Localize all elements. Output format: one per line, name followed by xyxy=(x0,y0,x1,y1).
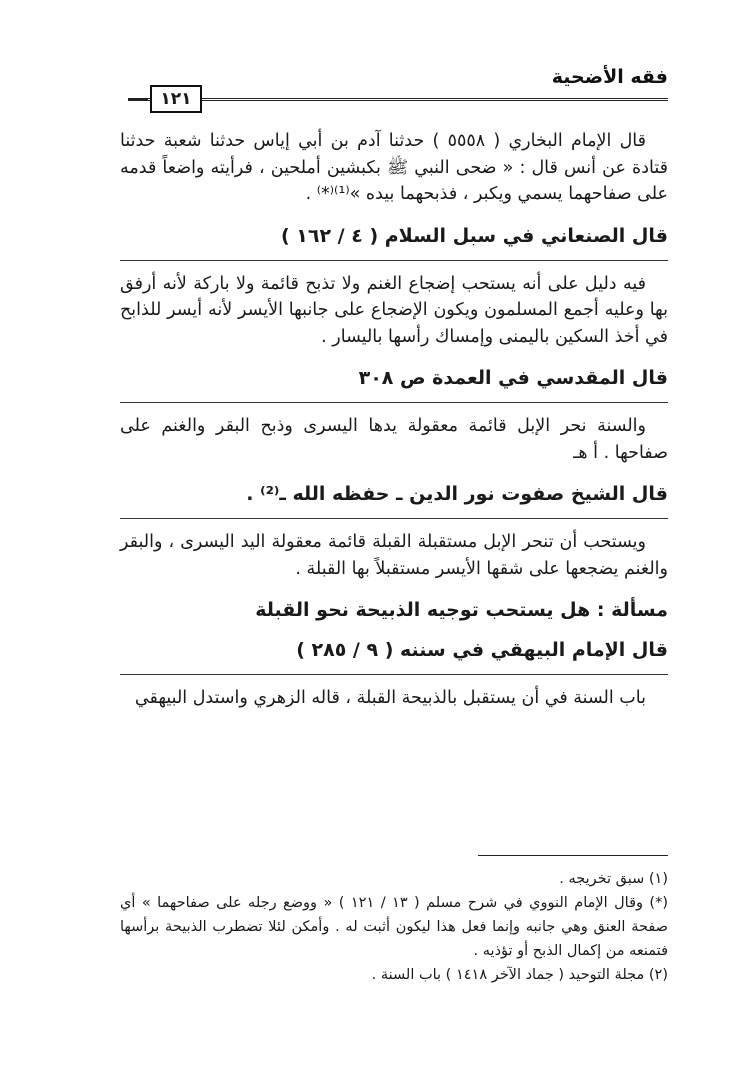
header-rule xyxy=(128,98,668,101)
heading-question: مسألة : هل يستحب توجيه الذبيحة نحو القبلة xyxy=(255,599,668,621)
paragraph-safwat: ويستحب أن تنحر الإبل مستقبلة القبلة قائمة معقولة اليد اليسرى ، والبقر والغنم يضجعها على شقها الأيسر مستقبلاً بها القبلة . xyxy=(120,532,668,579)
page-header xyxy=(128,66,668,116)
footnote-2: (٢) مجلة التوحيد ( جماد الآخر ١٤١٨ ) باب السنة . xyxy=(371,967,668,983)
section-divider xyxy=(120,518,668,519)
running-title: فقه الأضحية xyxy=(551,66,668,88)
footnote-star: (*) وقال الإمام النووي في شرح مسلم ( ١٣ / ١٢١ ) « ووضع رجله على صفاحهما » أي صفحة العنق وهي جانبه وإنما فعل هذا ليكون أثبت له . وأمكن لئلا تضطرب الذبيحة برأسها فتمنعه من إكمال الذبح أو تؤذيه . xyxy=(120,895,668,959)
body-text xyxy=(120,128,668,712)
heading-sanani: قال الصنعاني في سبل السلام ( ٤ / ١٦٢ ) xyxy=(280,224,668,247)
heading-bayhaqi: قال الإمام البيهقي في سننه ( ٩ / ٢٨٥ ) xyxy=(296,639,668,661)
footnote-1: (١) سبق تخريجه . xyxy=(559,871,668,887)
paragraph-maqdisi: والسنة نحر الإبل قائمة معقولة يدها اليسرى وذبح البقر والغنم على صفاحها . أ هـ xyxy=(120,416,668,463)
footnotes xyxy=(120,867,668,987)
page-number: ١٢١ xyxy=(150,85,202,113)
section-divider xyxy=(120,402,668,403)
heading-safwat: قال الشيخ صفوت نور الدين ـ حفظه الله ـ⁽²⁾ . xyxy=(246,483,668,505)
paragraph-bukhari: قال الإمام البخاري ( ٥٥٥٨ ) حدثنا آدم بن أبي إياس حدثنا شعبة حدثنا قتادة عن أنس قال : « ضحى النبي ﷺ بكبشين أملحين ، فرأيته واضعاً قدمه على صفاحهما يسمي ويكبر ، فذبحهما بيده »⁽¹⁾⁽*⁾ . xyxy=(120,131,668,204)
section-divider xyxy=(120,674,668,675)
paragraph-sanani: فيه دليل على أنه يستحب إضجاع الغنم ولا تذبح قائمة ولا باركة لأنه أرفق بها وعليه أجمع المسلمون ويكون الإضجاع على جانبها الأيسر لأنه أيسر للذابح في أخذ السكين باليمنى وإمساك رأسها باليسار . xyxy=(120,273,668,347)
header-rule-left xyxy=(128,99,148,100)
section-divider xyxy=(120,260,668,261)
heading-maqdisi: قال المقدسي في العمدة ص ٣٠٨ xyxy=(358,367,668,389)
paragraph-bayhaqi: باب السنة في أن يستقبل بالذبيحة القبلة ، قاله الزهري واستدل البيهقي xyxy=(134,688,646,708)
footnote-rule xyxy=(478,855,668,856)
